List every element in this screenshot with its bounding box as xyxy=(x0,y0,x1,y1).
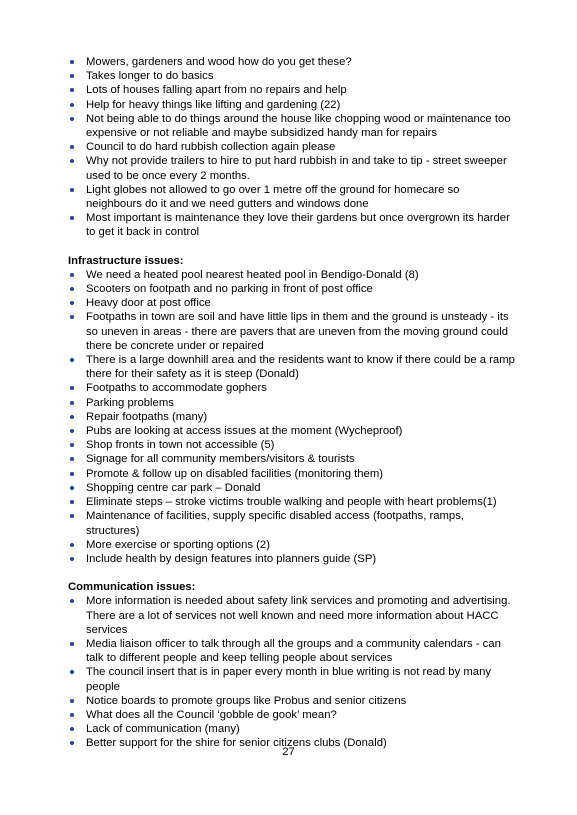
list-item-text: The council insert that is in paper every month in blue writing is not read by many people xyxy=(86,666,492,693)
list-item-text: Shop fronts in town not accessible (5) xyxy=(86,439,275,452)
list-item-text: Not being able to do things around the house like chopping wood or maintenance too expensive or not reliable and maybe subsidized handy man for repairs xyxy=(86,112,511,140)
list-item xyxy=(68,495,518,509)
list-item xyxy=(68,722,518,736)
bullet-icon xyxy=(70,599,74,603)
list-item-text: More information is needed about safety link services and promoting and advertising. There are a lot of services not well known and need more information about HACC services xyxy=(86,595,511,636)
list-item xyxy=(68,353,518,381)
list-item-text: Why not provide trailers to hire to put hard rubbish in and take to tip - street sweeper used to be once every 2 months. xyxy=(86,155,507,182)
list-item xyxy=(68,55,518,69)
bullet-icon xyxy=(70,358,74,362)
list-item xyxy=(68,594,518,637)
list-item xyxy=(68,154,518,182)
list-item-text: There is a large downhill area and the residents want to know if there could be a ramp there for their safety as it is steep (Donald) xyxy=(86,354,515,381)
bullet-icon xyxy=(70,188,74,192)
list-item xyxy=(68,637,518,665)
list-item xyxy=(68,396,518,410)
list-item xyxy=(68,538,518,552)
bullet-icon xyxy=(70,287,74,291)
list-item-text: Help for heavy things like lifting and gardening (22) xyxy=(86,98,341,111)
list-item xyxy=(68,552,518,566)
bullet-icon xyxy=(70,429,74,433)
list-item xyxy=(68,509,518,537)
list-item-text: Eliminate steps – stroke victims trouble walking and people with heart problems(1) xyxy=(86,496,497,509)
list-item xyxy=(68,183,518,211)
bullet-icon xyxy=(70,514,74,518)
list-item xyxy=(68,140,518,154)
bullet-icon xyxy=(70,103,74,107)
list-item-text: Parking problems xyxy=(86,396,174,409)
list-item xyxy=(68,708,518,722)
bullet-icon xyxy=(70,557,74,561)
list-item-text: Takes longer to do basics xyxy=(86,70,214,83)
list-item-text: Include health by design features into planners guide (SP) xyxy=(86,552,377,565)
bullet-icon xyxy=(70,88,74,92)
list-item-text: We need a heated pool nearest heated pool in Bendigo-Donald (8) xyxy=(86,268,419,281)
list-item-text: Most important is maintenance they love their gardens but once overgrown its harder to get it back in control xyxy=(86,212,510,239)
list-item-text: Maintenance of facilities, supply specific disabled access (footpaths, ramps, structures) xyxy=(86,510,465,537)
communication-list xyxy=(68,594,518,750)
list-item-text: Repair footpaths (many) xyxy=(86,410,208,423)
bullet-icon xyxy=(70,486,74,490)
list-item xyxy=(68,83,518,97)
bullet-icon xyxy=(70,457,74,461)
list-item xyxy=(68,694,518,708)
page-content xyxy=(68,55,518,751)
bullet-icon xyxy=(70,642,74,646)
list-item xyxy=(68,452,518,466)
list-item-text: Shopping centre car park – Donald xyxy=(86,481,261,494)
list-item-text: Council to do hard rubbish collection again please xyxy=(86,141,336,154)
list-item-text: Heavy door at post office xyxy=(86,297,211,310)
list-item xyxy=(68,467,518,481)
bullet-icon xyxy=(70,386,74,390)
section1-list xyxy=(68,55,518,240)
bullet-icon xyxy=(70,315,74,319)
list-item xyxy=(68,296,518,310)
list-item xyxy=(68,98,518,112)
list-item xyxy=(68,424,518,438)
list-item-text: Scooters on footpath and no parking in front of post office xyxy=(86,283,373,296)
list-item xyxy=(68,112,518,140)
page-number: 27 xyxy=(282,746,295,758)
list-item xyxy=(68,381,518,395)
list-item xyxy=(68,665,518,693)
bullet-icon xyxy=(70,301,74,305)
list-item xyxy=(68,211,518,239)
bullet-icon xyxy=(70,741,74,745)
list-item xyxy=(68,438,518,452)
list-item xyxy=(68,481,518,495)
list-item-text: Media liaison officer to talk through all the groups and a community calendars - can talk to different people and keep telling people about services xyxy=(86,637,501,665)
bullet-icon xyxy=(70,415,74,419)
bullet-icon xyxy=(70,443,74,447)
bullet-icon xyxy=(70,273,74,277)
list-item xyxy=(68,69,518,83)
bullet-icon xyxy=(70,117,74,121)
infrastructure-list xyxy=(68,268,518,566)
list-item-text: Lack of communication (many) xyxy=(86,723,240,736)
bullet-icon xyxy=(70,670,74,674)
bullet-icon xyxy=(70,159,74,163)
bullet-icon xyxy=(70,401,74,405)
infrastructure-heading: Infrastructure issues: xyxy=(68,254,184,267)
list-item xyxy=(68,310,518,353)
bullet-icon xyxy=(70,699,74,703)
list-item-text: Signage for all community members/visitors & tourists xyxy=(86,453,355,466)
list-item-text: Promote & follow up on disabled facilities (monitoring them) xyxy=(86,467,383,480)
list-item-text: What does all the Council ‘gobble de gook’ mean? xyxy=(86,708,337,721)
bullet-icon xyxy=(70,713,74,717)
list-item xyxy=(68,410,518,424)
bullet-icon xyxy=(70,145,74,149)
list-item-text: Pubs are looking at access issues at the moment (Wycheproof) xyxy=(86,425,403,438)
list-item-text: Footpaths in town are soil and have little lips in them and the ground is unsteady - its so uneven in areas - there are pavers that are uneven from the moving ground could there be concrete under or repaired xyxy=(86,311,509,352)
list-item-text: Light globes not allowed to go over 1 metre off the ground for homecare so neighbours do it and we need gutters and windows done xyxy=(86,183,460,211)
list-item xyxy=(68,268,518,282)
bullet-icon xyxy=(70,216,74,220)
list-item-text: Better support for the shire for senior citizens clubs (Donald) xyxy=(86,737,387,750)
bullet-icon xyxy=(70,500,74,504)
communication-heading: Communication issues: xyxy=(68,581,196,594)
bullet-icon xyxy=(70,74,74,78)
list-item xyxy=(68,282,518,296)
bullet-icon xyxy=(70,727,74,731)
list-item-text: Footpaths to accommodate gophers xyxy=(86,382,267,395)
bullet-icon xyxy=(70,472,74,476)
list-item-text: Notice boards to promote groups like Probus and senior citizens xyxy=(86,694,407,707)
bullet-icon xyxy=(70,60,74,64)
bullet-icon xyxy=(70,543,74,547)
list-item-text: Lots of houses falling apart from no repairs and help xyxy=(86,84,347,97)
list-item-text: More exercise or sporting options (2) xyxy=(86,538,270,551)
list-item-text: Mowers, gardeners and wood how do you get these? xyxy=(86,56,352,68)
